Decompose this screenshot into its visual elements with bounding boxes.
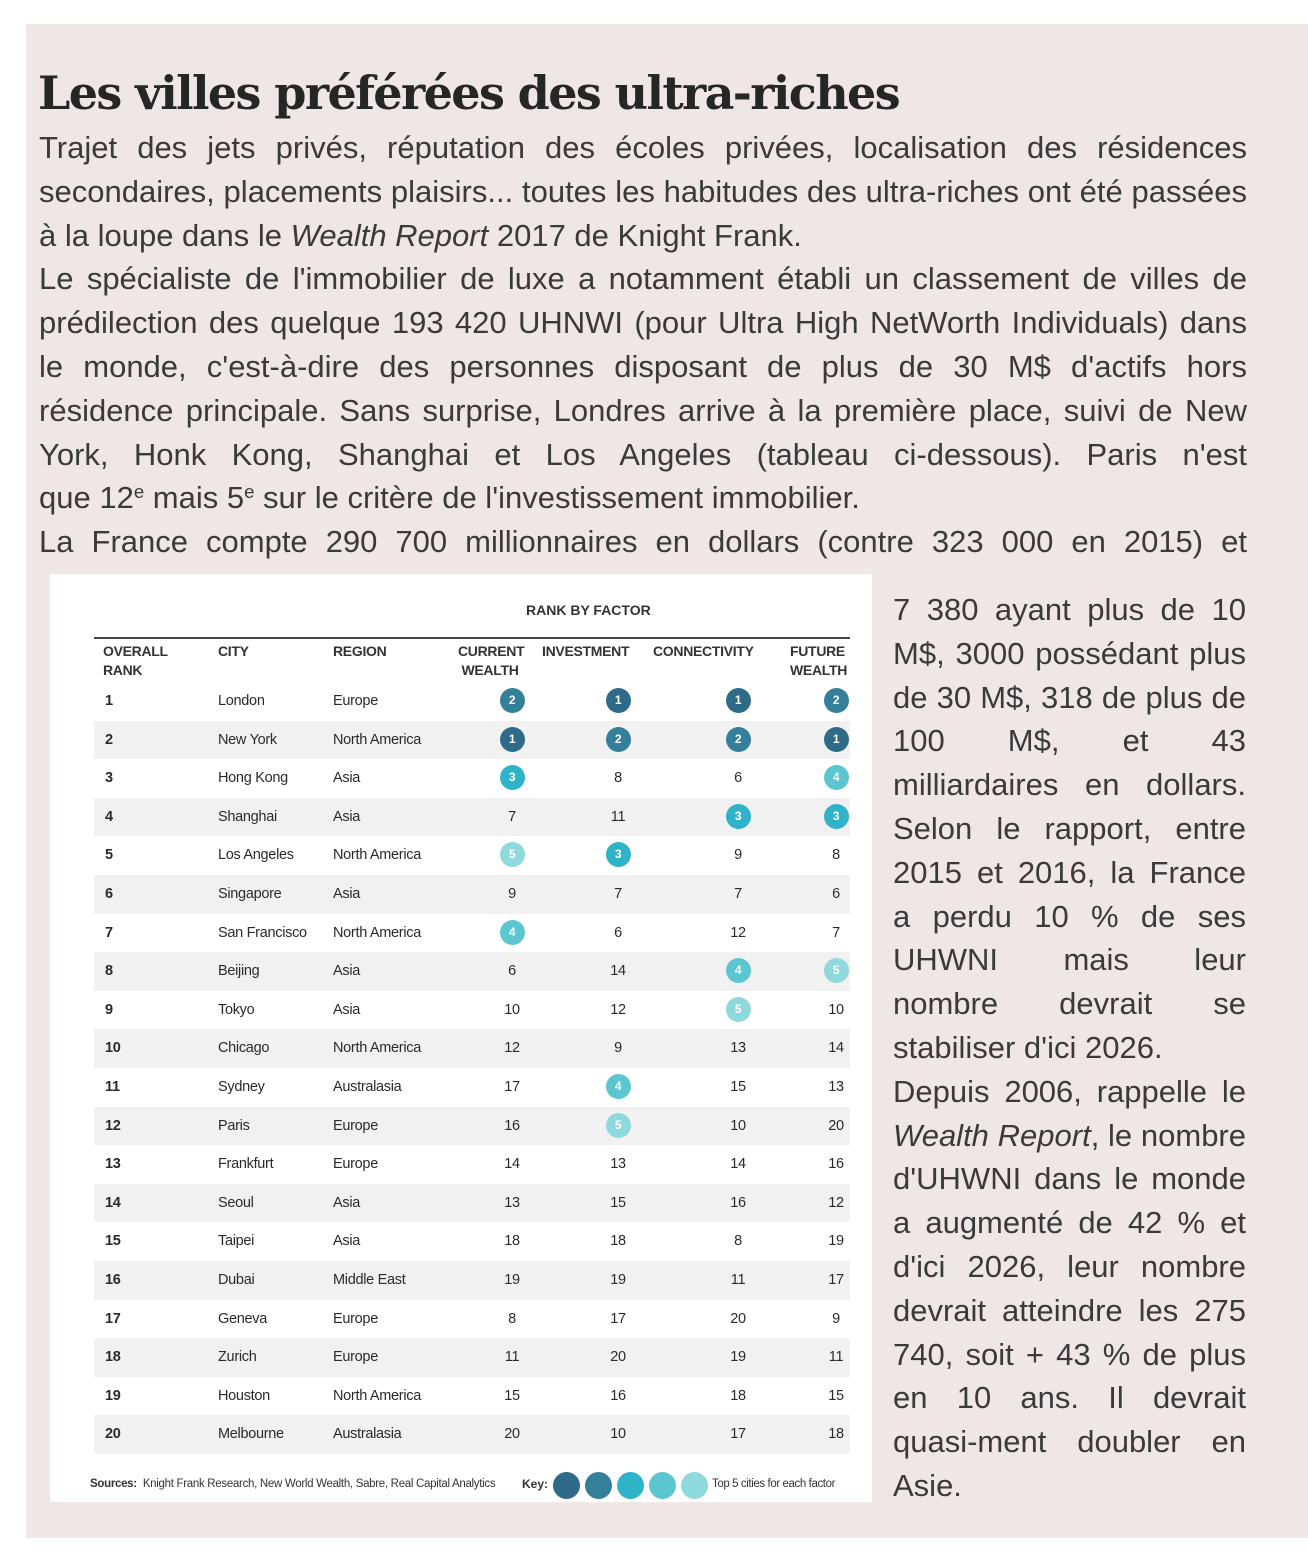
cell-future-wealth: 19 [828, 1233, 844, 1250]
cell-rank: 17 [105, 1310, 121, 1327]
cell-current-wealth: 12 [504, 1040, 520, 1057]
cell-city: Houston [218, 1387, 270, 1404]
cell-connectivity: 17 [730, 1426, 746, 1443]
table-row [94, 1222, 850, 1261]
table-row [94, 682, 850, 721]
table-row [94, 721, 850, 760]
cell-region: Europe [333, 693, 378, 709]
cell-investment: 16 [610, 1387, 626, 1404]
cell-future-wealth: 18 [828, 1426, 844, 1443]
cell-rank: 8 [105, 963, 113, 980]
table-row [94, 1377, 850, 1416]
cell-connectivity: 15 [730, 1079, 746, 1095]
cell-investment: 17 [610, 1310, 626, 1327]
cell-region: North America [333, 1387, 421, 1404]
cell-future-wealth: 12 [828, 1194, 844, 1211]
cell-investment: 10 [610, 1426, 626, 1443]
cell-current-wealth: 11 [504, 1349, 520, 1366]
cell-investment: 13 [610, 1156, 626, 1173]
cell-current-wealth: 18 [504, 1233, 520, 1250]
cell-investment: 6 [614, 924, 622, 941]
cell-current-wealth: 8 [508, 1310, 516, 1327]
key-swatch-1 [553, 1472, 580, 1499]
cell-current-wealth-top5-marker: 2 [500, 688, 525, 713]
cell-city: Chicago [218, 1040, 270, 1057]
cell-city: Los Angeles [218, 847, 294, 864]
cell-future-wealth: 7 [832, 924, 840, 941]
cell-current-wealth-top5-marker: 4 [500, 920, 525, 945]
cell-current-wealth: 14 [504, 1156, 520, 1173]
intro-paragraph-2-end: que 12e mais 5e sur le critère de l'investissement immobilier. [39, 480, 860, 516]
cell-current-wealth: 19 [504, 1272, 520, 1288]
cell-city: Singapore [218, 886, 282, 902]
header-overall-rank: OVERALL RANK [103, 643, 168, 678]
cell-future-wealth: 15 [828, 1387, 844, 1404]
cell-current-wealth-top5-marker: 5 [500, 842, 525, 867]
cell-rank: 3 [105, 770, 113, 787]
cell-connectivity: 10 [730, 1117, 746, 1134]
table-row [94, 1184, 850, 1223]
cell-city: Paris [218, 1117, 250, 1134]
cell-future-wealth-top5-marker: 2 [824, 688, 849, 713]
cell-city: Shanghai [218, 808, 277, 825]
cell-investment-top5-marker: 4 [606, 1074, 631, 1099]
rank-by-factor-heading: RANK BY FACTOR [526, 602, 651, 618]
cell-rank: 4 [105, 808, 113, 825]
cell-region: Asia [333, 1001, 361, 1018]
table-row [94, 1415, 850, 1454]
cell-rank: 12 [105, 1117, 121, 1134]
cell-current-wealth: 16 [504, 1117, 520, 1134]
cell-region: Europe [333, 1310, 378, 1327]
table-row [94, 914, 850, 953]
table-row [94, 1068, 850, 1107]
cell-current-wealth-top5-marker: 1 [500, 727, 525, 752]
cell-current-wealth: 13 [504, 1194, 520, 1211]
cell-region: Asia [333, 770, 361, 787]
cell-investment: 20 [610, 1349, 626, 1366]
cell-city: Beijing [218, 963, 260, 980]
cell-future-wealth: 13 [828, 1079, 844, 1095]
cell-current-wealth: 10 [504, 1001, 520, 1018]
table-row [94, 1300, 850, 1339]
table-row [94, 1029, 850, 1068]
cell-region: Asia [333, 886, 361, 902]
cell-current-wealth-top5-marker: 3 [500, 765, 525, 790]
cell-investment: 7 [614, 886, 622, 902]
intro-paragraph-1: Trajet des jets privés, réputation des écoles privées, localisation des résidences secondaires, placements plaisirs... toutes les habitudes des ultra-riches ont été passées à la loupe dans le Wealth Report 2017 de Knight Frank. [39, 130, 1247, 253]
cell-connectivity: 8 [734, 1233, 742, 1250]
cell-investment-top5-marker: 1 [606, 688, 631, 713]
article-intro [39, 126, 1247, 564]
cell-city: London [218, 693, 265, 709]
intro-paragraph-2: Le spécialiste de l'immobilier de luxe a notamment établi un classement de villes de prédilection des quelque 193 420 UHNWI (pour Ultra High NetWorth Individuals) dans le monde, c'est-à-dire des personnes disposant de plus de 30 M$ d'actifs hors résidence principale. Sans surprise, Londres arrive à la première place, suivi de New York, Honk Kong, Shanghai et Los Angeles (tableau ci-dessous). Paris n'est [39, 261, 1247, 472]
cell-region: Australasia [333, 1079, 402, 1095]
cell-rank: 13 [105, 1156, 121, 1173]
cell-city: Frankfurt [218, 1156, 274, 1173]
cell-future-wealth: 16 [828, 1156, 844, 1173]
cell-rank: 16 [105, 1272, 121, 1288]
table-row [94, 875, 850, 914]
cell-region: Australasia [333, 1426, 402, 1443]
cell-connectivity: 12 [730, 924, 746, 941]
cell-region: Europe [333, 1349, 378, 1366]
cell-future-wealth: 20 [828, 1117, 844, 1134]
cell-future-wealth-top5-marker: 3 [824, 804, 849, 829]
cell-investment: 9 [614, 1040, 622, 1057]
cell-rank: 10 [105, 1040, 121, 1057]
cell-future-wealth: 8 [832, 847, 840, 864]
cell-region: Asia [333, 808, 361, 825]
cell-city: Seoul [218, 1194, 254, 1211]
key-label: Key: [522, 1477, 549, 1491]
side-paragraph-2: Depuis 2006, rappelle le Wealth Report, le nombre d'UHWNI dans le monde a augmenté de 42 % et d'ici 2026, leur nombre devrait atteindre les 275 740, soit + 43 % de plus en 10 ans. Il devrait quasi-ment doubler en Asie. [893, 1073, 1246, 1503]
cell-region: Asia [333, 963, 361, 980]
cell-rank: 14 [105, 1194, 121, 1211]
cell-future-wealth: 14 [828, 1040, 844, 1057]
cell-region: Middle East [333, 1272, 406, 1288]
cell-region: Asia [333, 1233, 361, 1250]
cell-investment: 14 [610, 963, 626, 980]
cell-investment: 8 [614, 770, 622, 787]
cell-city: San Francisco [218, 924, 307, 941]
cell-current-wealth: 15 [504, 1387, 520, 1404]
cell-current-wealth: 20 [504, 1426, 520, 1443]
cell-region: North America [333, 1040, 421, 1057]
cell-future-wealth: 17 [828, 1272, 844, 1288]
table-row [94, 1107, 850, 1146]
cell-current-wealth: 9 [508, 886, 516, 902]
cell-city: Taipei [218, 1233, 255, 1250]
cell-investment-top5-marker: 5 [606, 1113, 631, 1138]
key-text: Top 5 cities for each factor [712, 1478, 836, 1490]
cell-connectivity-top5-marker: 2 [726, 727, 751, 752]
cell-connectivity-top5-marker: 5 [726, 997, 751, 1022]
cell-rank: 19 [105, 1387, 121, 1404]
header-connectivity: CONNECTIVITY [653, 643, 754, 659]
cell-future-wealth-top5-marker: 5 [824, 958, 849, 983]
cell-connectivity: 20 [730, 1310, 746, 1327]
cell-connectivity: 7 [734, 886, 742, 902]
cell-rank: 15 [105, 1233, 121, 1250]
cell-investment: 11 [610, 808, 626, 825]
cell-rank: 2 [105, 731, 113, 748]
intro-paragraph-3: La France compte 290 700 millionnaires en dollars (contre 323 000 en 2015) et [39, 524, 1247, 560]
key-swatch-2 [585, 1472, 612, 1499]
cell-connectivity-top5-marker: 3 [726, 804, 751, 829]
cell-connectivity: 13 [730, 1040, 746, 1057]
table-row [94, 952, 850, 991]
cell-future-wealth-top5-marker: 4 [824, 765, 849, 790]
cell-current-wealth: 6 [508, 963, 516, 980]
cell-connectivity: 14 [730, 1156, 746, 1173]
cell-future-wealth: 10 [828, 1001, 844, 1018]
cell-current-wealth: 7 [508, 808, 516, 825]
cell-current-wealth: 17 [504, 1079, 520, 1095]
key-swatch-3 [617, 1472, 644, 1499]
cell-connectivity: 9 [734, 847, 742, 864]
cell-region: North America [333, 924, 421, 941]
table-row [94, 1145, 850, 1184]
cell-city: Melbourne [218, 1426, 284, 1443]
cell-connectivity: 16 [730, 1194, 746, 1211]
cell-connectivity-top5-marker: 1 [726, 688, 751, 713]
header-current-wealth: CURRENT WEALTH [458, 643, 525, 678]
cell-city: Dubai [218, 1272, 255, 1288]
cell-region: North America [333, 847, 421, 864]
header-investment: INVESTMENT [542, 643, 630, 659]
cell-connectivity: 18 [730, 1387, 746, 1404]
cell-region: Asia [333, 1194, 361, 1211]
cell-city: Hong Kong [218, 770, 288, 787]
header-future-wealth: FUTURE WEALTH [790, 643, 848, 678]
table-row [94, 798, 850, 837]
table-top-rule [94, 637, 850, 639]
cell-rank: 20 [105, 1426, 121, 1443]
table-row [94, 991, 850, 1030]
cell-investment: 19 [610, 1272, 626, 1288]
cell-future-wealth: 6 [832, 886, 840, 902]
article-title: Les villes préférées des ultra-riches [38, 66, 900, 120]
cell-investment-top5-marker: 3 [606, 842, 631, 867]
cell-city: New York [218, 731, 277, 748]
key-swatch-4 [649, 1472, 676, 1499]
cell-city: Zurich [218, 1349, 257, 1366]
cell-region: North America [333, 731, 421, 748]
article-side-column [893, 588, 1246, 1508]
cell-future-wealth: 11 [828, 1349, 844, 1366]
cell-connectivity: 11 [730, 1272, 746, 1288]
table-row [94, 759, 850, 798]
cell-city: Geneva [218, 1310, 267, 1327]
cell-rank: 7 [105, 924, 113, 941]
cell-future-wealth-top5-marker: 1 [824, 727, 849, 752]
cell-investment: 18 [610, 1233, 626, 1250]
table-row [94, 1338, 850, 1377]
table-sources: Sources: Knight Frank Research, New World Wealth, Sabre, Real Capital Analytics [90, 1478, 496, 1490]
cell-future-wealth: 9 [832, 1310, 840, 1327]
cell-connectivity: 6 [734, 770, 742, 787]
cell-city: Tokyo [218, 1001, 255, 1018]
cell-investment-top5-marker: 2 [606, 727, 631, 752]
table-row [94, 836, 850, 875]
cell-region: Europe [333, 1117, 378, 1134]
cell-connectivity: 19 [730, 1349, 746, 1366]
cell-investment: 15 [610, 1194, 626, 1211]
cell-rank: 9 [105, 1001, 113, 1018]
table-row [94, 1261, 850, 1300]
side-paragraph-1: 7 380 ayant plus de 10 M$, 3000 possédant plus de 30 M$, 318 de plus de 100 M$, et 43 milliardaires en dollars. Selon le rapport, entre 2015 et 2016, la France a perdu 10 % de ses UHWNI mais leur nombre devrait se stabiliser d'ici 2026. [893, 592, 1246, 1065]
cell-region: Europe [333, 1156, 378, 1173]
cell-investment: 12 [610, 1001, 626, 1018]
header-region: REGION [333, 643, 387, 659]
key-swatch-5 [681, 1472, 708, 1499]
cell-rank: 5 [105, 847, 113, 864]
cell-rank: 11 [105, 1079, 120, 1095]
cell-rank: 6 [105, 886, 113, 902]
header-city: CITY [218, 643, 249, 659]
cell-connectivity-top5-marker: 4 [726, 958, 751, 983]
cell-rank: 18 [105, 1349, 121, 1366]
cell-rank: 1 [105, 693, 113, 709]
cell-city: Sydney [218, 1079, 265, 1095]
